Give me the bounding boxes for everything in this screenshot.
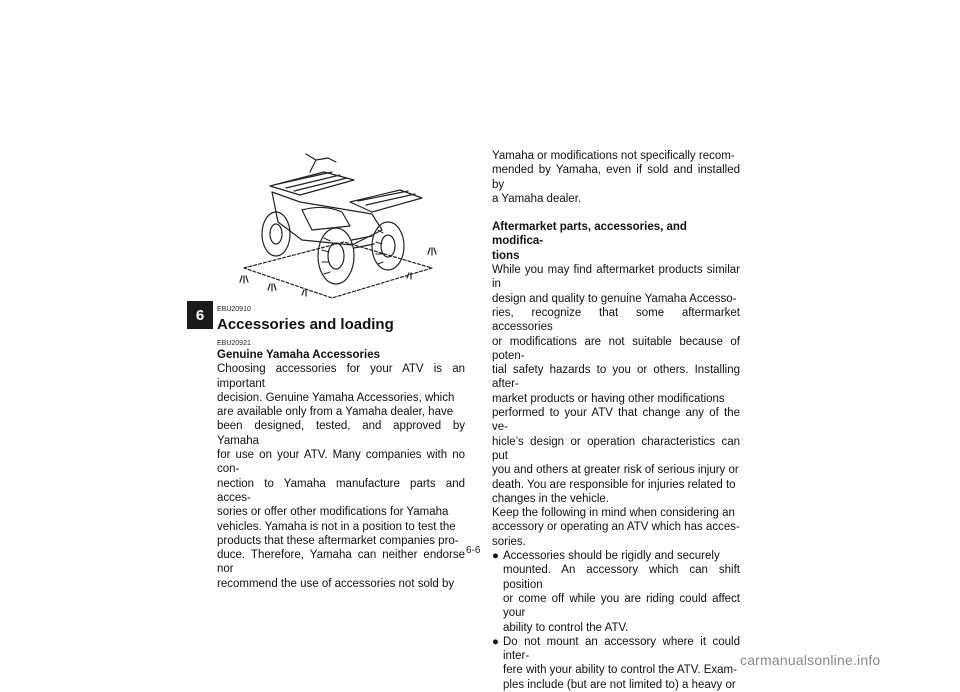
text-line: products that these aftermarket companies pro- — [217, 534, 459, 547]
atv-illustration — [232, 150, 447, 300]
bullet-item — [492, 549, 740, 635]
text-line: or modifications are not suitable because of poten- — [492, 335, 740, 362]
text-line: tial safety hazards to you or others. Installing after- — [492, 364, 740, 391]
continued-paragraph — [492, 149, 740, 206]
bullet-icon: ● — [492, 635, 499, 648]
text-line: Choosing accessories for your ATV is an important — [217, 363, 465, 390]
text-line: Keep the following in mind when considering an — [492, 507, 735, 520]
watermark: carmanualsonline.info — [740, 652, 881, 668]
text-line: Aftermarket parts, accessories, and modifica- — [492, 221, 687, 248]
text-line: accessory or operating an ATV which has acces- — [492, 521, 740, 534]
text-line: decision. Genuine Yamaha Accessories, which — [217, 391, 455, 404]
subsection-code: EBU20921 — [217, 340, 251, 347]
genuine-accessories-paragraph — [217, 362, 465, 591]
bullet-item — [492, 635, 740, 692]
aftermarket-paragraph — [492, 263, 740, 549]
chapter-tab: 6 — [187, 301, 213, 329]
text-line: changes in the vehicle. — [492, 492, 609, 505]
text-line: are available only from a Yamaha dealer, have — [217, 406, 454, 419]
bullet-icon: ● — [492, 550, 499, 563]
bullet-text — [503, 549, 740, 635]
text-line: or come off while you are riding could affect your — [503, 592, 740, 620]
text-line: for use on your ATV. Many companies with no con- — [217, 449, 465, 476]
text-line: death. You are responsible for injuries related to — [492, 478, 736, 491]
section-code: EBU20910 — [217, 306, 251, 313]
text-line: tions — [492, 249, 520, 262]
section-title: Accessories and loading — [217, 316, 394, 333]
text-line: duce. Therefore, Yamaha can neither endorse nor — [217, 549, 465, 576]
bullet-text — [503, 635, 740, 692]
text-line: mounted. An accessory which can shift position — [503, 564, 740, 591]
text-line: ries, recognize that some aftermarket accessories — [492, 306, 740, 334]
text-line: sories or offer other modifications for Yamaha — [217, 506, 449, 519]
text-line: ples include (but are not limited to) a heavy or — [503, 678, 736, 691]
text-line: fere with your ability to control the ATV. Exam- — [503, 664, 737, 677]
text-line: recommend the use of accessories not sold by — [217, 577, 455, 590]
text-line: While you may find aftermarket products similar in — [492, 264, 740, 291]
page-number: 6-6 — [466, 545, 481, 556]
text-line: market products or having other modifications — [492, 392, 725, 405]
text-line: mended by Yamaha, even if sold and installed by — [492, 164, 740, 191]
text-line: design and quality to genuine Yamaha Accesso- — [492, 292, 737, 305]
text-line: Yamaha or modifications not specifically recom- — [492, 150, 735, 162]
text-line: you and others at greater risk of serious injury or — [492, 464, 739, 477]
right-column — [492, 149, 740, 692]
text-line: vehicles. Yamaha is not in a position to test the — [217, 520, 456, 533]
aftermarket-title — [492, 220, 740, 263]
text-line: Do not mount an accessory where it could inter- — [503, 635, 740, 663]
text-line: performed to your ATV that change any of the ve- — [492, 407, 740, 434]
text-line: nection to Yamaha manufacture parts and acces- — [217, 477, 465, 504]
text-line: been designed, tested, and approved by Yamaha — [217, 420, 465, 447]
text-line: hicle’s design or operation characteristics can put — [492, 435, 740, 462]
text-line: sories. — [492, 535, 526, 548]
left-column — [217, 305, 465, 591]
text-line: a Yamaha dealer. — [492, 192, 582, 205]
text-line: ability to control the ATV. — [503, 621, 629, 634]
text-line: Accessories should be rigidly and securely — [503, 550, 720, 563]
subsection-title: Genuine Yamaha Accessories — [217, 349, 381, 361]
